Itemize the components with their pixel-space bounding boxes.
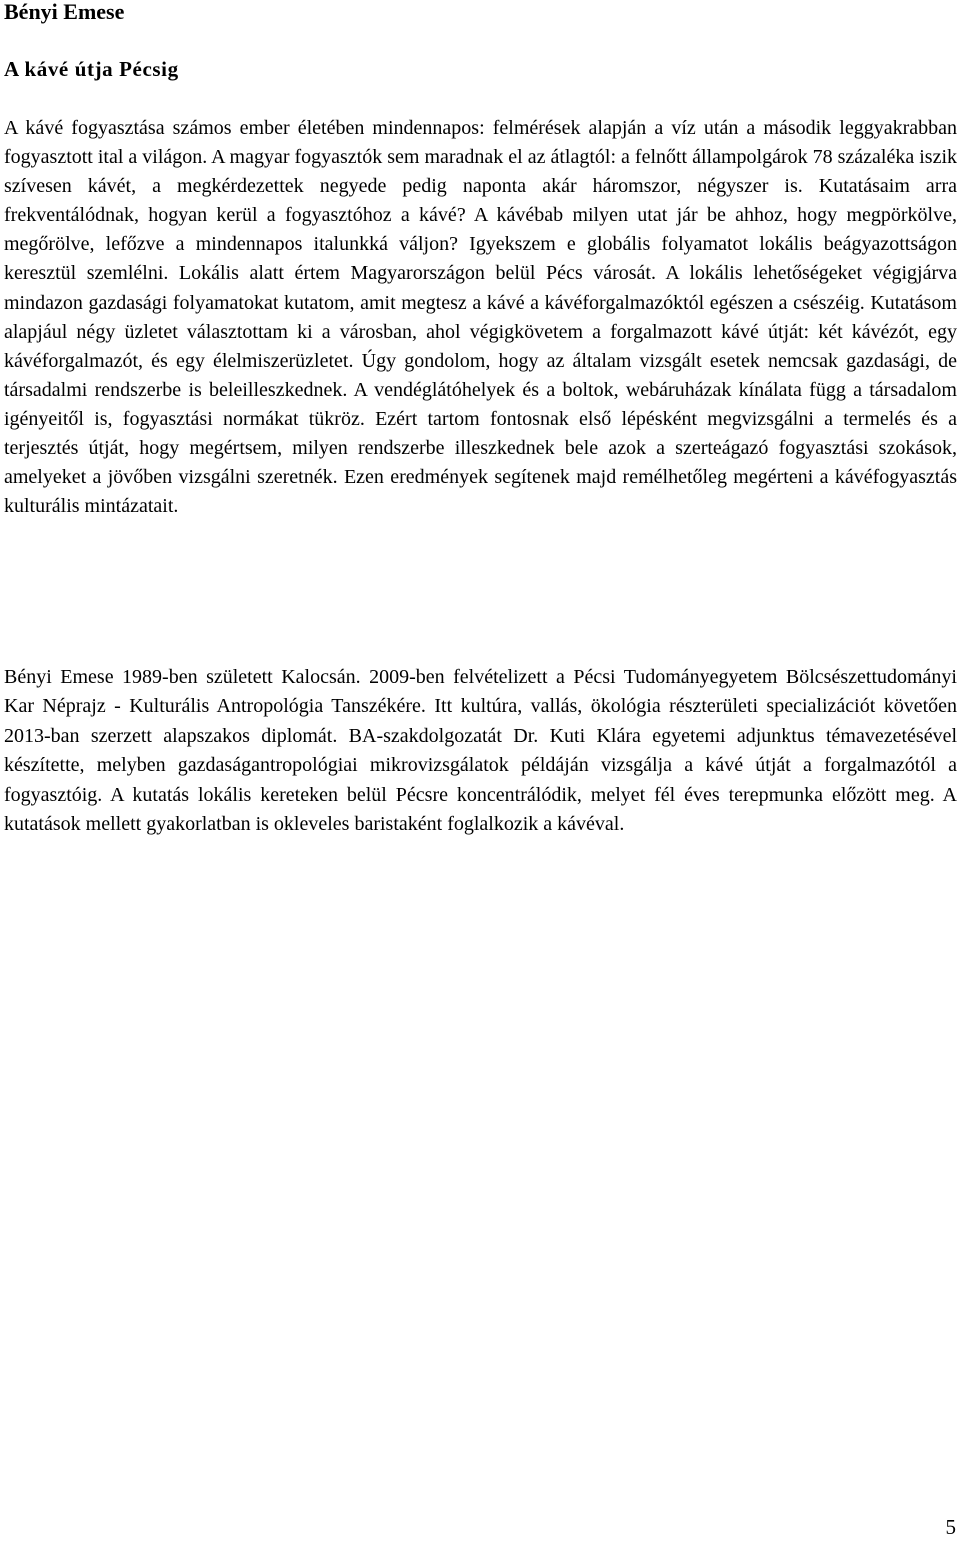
abstract-paragraph: A kávé fogyasztása számos ember életében mindennapos: felmérések alapján a víz után a második leggyakrabban fogyasztott ital a világon. A magyar fogyasztók sem maradnak el az átlagtól: a felnőtt állampolgárok 78 százaléka iszik szívesen kávét, a megkérdezettek negyede pedig naponta akár háromszor, négyszer is. Kutatásaim arra frekventálódnak, hogyan kerül a fogyasztóhoz a kávé? A kávébab milyen utat jár be ahhoz, hogy megpörkölve, megőrölve, lefőzve a mindennapos italunkká váljon? Igyekszem e globális folyamatot lokális beágyazottságon keresztül szemlélni. Lokális alatt értem Magyarországon belül Pécs városát. A lokális lehetőségeket végigjárva mindazon gazdasági folyamatokat kutatom, amit megtesz a kávé a kávéforgalmazóktól egészen a csészéig. Kutatásom alapjául négy üzletet választottam ki a városban, ahol végigkövetem a forgalmazott kávé útját: két kávézót, egy kávéforgalmazót, és egy élelmiszerüzletet. Úgy gondolom, hogy az általam vizsgált esetek nemcsak gazdasági, de társadalmi rendszerbe is beleilleszkednek. A vendéglátóhelyek és a boltok, webáruházak kínálata függ a társadalom igényeitől is, fogyasztási normákat tükröz. Ezért tartom fontosnak első lépésként megvizsgálni a termelés és a terjesztés útját, hogy megértsem, milyen rendszerbe illeszkednek bele azok a szerteágazó fogyasztási szokások, amelyeket a jövőben vizsgálni szeretnék. Ezen eredmények segítenek majd remélhetőleg megérteni a kávéfogyasztás kulturális mintázatait. xyxy=(4,117,958,518)
article-title: A kávé útja Pécsig xyxy=(4,57,179,81)
page-number: 5 xyxy=(945,1515,956,1539)
author-bio-paragraph: Bényi Emese 1989-ben született Kalocsán. 2009-ben felvételizett a Pécsi Tudományegyetem Bölcsészettudományi Kar Néprajz - Kulturális Antropológia Tanszékére. Itt kultúra, vallás, ökológia részterületi specializációt követően 2013-ban szerzett alapszakos diplomát. BA-szakdolgozatát Dr. Kuti Klára egyetemi adjunktus témavezetésével készítette, melyben gazdaságantropológiai mikrovizsgálatok példáján vizsgálja a kávé útját a forgalmazótól a fogyasztóig. A kutatás lokális kereteken belül Pécsre koncentrálódik, melyet fél éves terepmunka előzött meg. A kutatások mellett gyakorlatban is okleveles baristaként foglalkozik a kávéval. xyxy=(4,666,957,836)
author-heading: Bényi Emese xyxy=(4,0,125,24)
